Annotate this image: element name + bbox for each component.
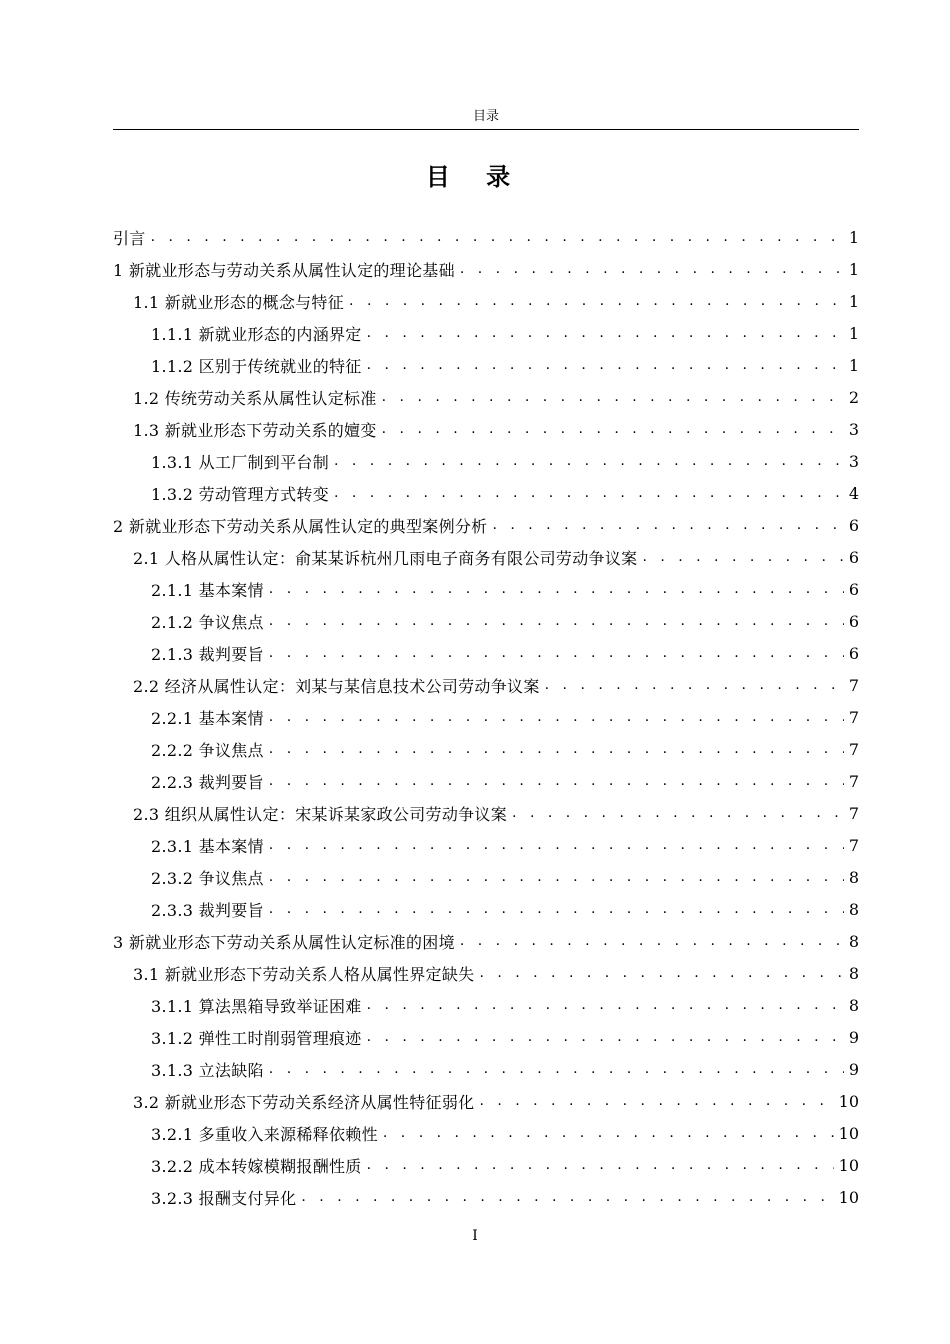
- toc-entry-page: 7: [848, 835, 859, 855]
- toc-entry-page: 9: [848, 1027, 859, 1047]
- toc-entry-page: 4: [848, 483, 859, 503]
- toc-entry[interactable]: [113, 637, 859, 669]
- toc-dot-leader: [301, 1189, 833, 1205]
- toc-entry-page: 1: [848, 323, 859, 343]
- toc-entry[interactable]: [113, 381, 859, 413]
- toc-dot-leader: [334, 453, 844, 469]
- toc-entry-page: 2: [848, 387, 859, 407]
- toc-dot-leader: [479, 1093, 833, 1109]
- toc-entry-label: 1.3 新就业形态下劳动关系的嬗变: [133, 420, 377, 440]
- toc-dot-leader: [367, 1157, 834, 1173]
- toc-dot-leader: [269, 581, 844, 597]
- toc-entry-page: 3: [848, 419, 859, 439]
- toc-entry-label: 3 新就业形态下劳动关系从属性认定标准的困境: [113, 932, 455, 952]
- toc-entry-label: 引言: [113, 228, 146, 248]
- toc-dot-leader: [545, 677, 844, 693]
- toc-entry-page: 6: [848, 547, 859, 567]
- toc-entry[interactable]: [113, 1181, 859, 1213]
- toc-entry[interactable]: [113, 1117, 859, 1149]
- toc-entry[interactable]: [113, 1085, 859, 1117]
- toc-dot-leader: [349, 293, 844, 309]
- toc-entry-page: 8: [848, 995, 859, 1015]
- toc-entry-page: 9: [848, 1059, 859, 1079]
- toc-entry-label: 2 新就业形态下劳动关系从属性认定的典型案例分析: [113, 516, 488, 536]
- toc-entry-label: 2.2 经济从属性认定：刘某与某信息技术公司劳动争议案: [133, 676, 540, 696]
- toc-entry-page: 7: [848, 675, 859, 695]
- toc-entry[interactable]: [113, 317, 859, 349]
- toc-entry[interactable]: [113, 797, 859, 829]
- toc-entry-label: 1.3.2 劳动管理方式转变: [151, 484, 329, 504]
- toc-entry[interactable]: [113, 253, 859, 285]
- toc-entry-label: 2.3.3 裁判要旨: [151, 900, 264, 920]
- toc-dot-leader: [269, 869, 844, 885]
- toc-entry-label: 2.1 人格从属性认定：俞某某诉杭州几雨电子商务有限公司劳动争议案: [133, 548, 638, 568]
- toc-entry[interactable]: [113, 893, 859, 925]
- toc-entry-label: 2.2.2 争议焦点: [151, 740, 264, 760]
- toc-entry-page: 1: [848, 227, 859, 247]
- toc-entry-page: 10: [838, 1155, 859, 1175]
- toc-entry-page: 10: [838, 1123, 859, 1143]
- toc-entry-page: 8: [848, 963, 859, 983]
- toc-entry-page: 8: [848, 899, 859, 919]
- toc-title: 目 录: [425, 163, 525, 191]
- toc-entry[interactable]: [113, 541, 859, 573]
- toc-entry-page: 8: [848, 931, 859, 951]
- toc-entry-page: 7: [848, 771, 859, 791]
- toc-entry[interactable]: [113, 701, 859, 733]
- toc-entry-label: 3.2.3 报酬支付异化: [151, 1188, 297, 1208]
- toc-dot-leader: [269, 709, 844, 725]
- toc-dot-leader: [367, 1029, 844, 1045]
- toc-dot-leader: [492, 517, 843, 533]
- toc-entry-label: 2.1.1 基本案情: [151, 580, 264, 600]
- toc-entry[interactable]: [113, 349, 859, 381]
- toc-entry-page: 1: [848, 291, 859, 311]
- toc-entry-page: 1: [848, 355, 859, 375]
- toc-dot-leader: [382, 389, 844, 405]
- toc-entry-label: 3.1 新就业形态下劳动关系人格从属性界定缺失: [133, 964, 475, 984]
- toc-entry-page: 10: [838, 1091, 859, 1111]
- toc-entry-label: 3.2.1 多重收入来源稀释依赖性: [151, 1124, 378, 1144]
- toc-entry[interactable]: [113, 733, 859, 765]
- toc-dot-leader: [382, 421, 844, 437]
- toc-entry-page: 6: [848, 515, 859, 535]
- toc-entry[interactable]: [113, 1053, 859, 1085]
- toc-entry-page: 6: [848, 611, 859, 631]
- toc-entry-page: 7: [848, 739, 859, 759]
- toc-entry-label: 2.2.3 裁判要旨: [151, 772, 264, 792]
- toc-entry-page: 6: [848, 643, 859, 663]
- toc-entry-page: 3: [848, 451, 859, 471]
- toc-entry-label: 2.1.2 争议焦点: [151, 612, 264, 632]
- toc-entry[interactable]: [113, 925, 859, 957]
- toc-dot-leader: [269, 613, 844, 629]
- toc-entry-label: 2.3.1 基本案情: [151, 836, 264, 856]
- toc-entry[interactable]: [113, 285, 859, 317]
- toc-dot-leader: [269, 837, 844, 853]
- toc-entry[interactable]: [113, 861, 859, 893]
- toc-dot-leader: [269, 1061, 844, 1077]
- toc-entry-label: 3.1.3 立法缺陷: [151, 1060, 264, 1080]
- toc-entry[interactable]: [113, 445, 859, 477]
- toc-entry-label: 1 新就业形态与劳动关系从属性认定的理论基础: [113, 260, 455, 280]
- toc-entry[interactable]: [113, 1149, 859, 1181]
- toc-dot-leader: [151, 229, 844, 245]
- toc-dot-leader: [269, 741, 844, 757]
- toc-entry[interactable]: [113, 1021, 859, 1053]
- toc-dot-leader: [367, 325, 844, 341]
- toc-dot-leader: [460, 261, 844, 277]
- toc-entry-label: 1.2 传统劳动关系从属性认定标准: [133, 388, 377, 408]
- toc-dot-leader: [367, 357, 844, 373]
- toc-entry-label: 1.1 新就业形态的概念与特征: [133, 292, 345, 312]
- running-header: 目录: [472, 109, 499, 124]
- toc-entry[interactable]: [113, 477, 859, 509]
- toc-dot-leader: [334, 485, 844, 501]
- toc-entry[interactable]: [113, 765, 859, 797]
- toc-entry-label: 3.1.2 弹性工时削弱管理痕迹: [151, 1028, 362, 1048]
- toc-dot-leader: [269, 773, 844, 789]
- toc-dot-leader: [642, 549, 843, 565]
- toc-entry[interactable]: [113, 413, 859, 445]
- toc-entry-label: 1.1.2 区别于传统就业的特征: [151, 356, 362, 376]
- toc-entry-page: 10: [838, 1187, 859, 1207]
- toc-entry[interactable]: [113, 605, 859, 637]
- toc-entry-label: 2.3.2 争议焦点: [151, 868, 264, 888]
- toc-entry-label: 3.2.2 成本转嫁模糊报酬性质: [151, 1156, 362, 1176]
- toc-entry-label: 1.1.1 新就业形态的内涵界定: [151, 324, 362, 344]
- toc-entry-page: 8: [848, 867, 859, 887]
- toc-entry-label: 3.1.1 算法黑箱导致举证困难: [151, 996, 362, 1016]
- toc-entry[interactable]: [113, 221, 859, 253]
- toc-dot-leader: [269, 901, 844, 917]
- toc-dot-leader: [367, 997, 844, 1013]
- page-number: I: [472, 1228, 478, 1244]
- toc-dot-leader: [383, 1125, 834, 1141]
- toc-entry[interactable]: [113, 829, 859, 861]
- toc-entry[interactable]: [113, 573, 859, 605]
- toc-entry[interactable]: [113, 669, 859, 701]
- toc-entry[interactable]: [113, 989, 859, 1021]
- toc-entry-page: 1: [848, 259, 859, 279]
- toc-entry-label: 3.2 新就业形态下劳动关系经济从属性特征弱化: [133, 1092, 475, 1112]
- table-of-contents: [113, 221, 859, 1213]
- toc-entry-label: 1.3.1 从工厂制到平台制: [151, 452, 329, 472]
- toc-entry-label: 2.2.1 基本案情: [151, 708, 264, 728]
- toc-entry[interactable]: [113, 957, 859, 989]
- toc-dot-leader: [460, 933, 844, 949]
- toc-entry-page: 7: [848, 803, 859, 823]
- header-rule: [113, 129, 859, 130]
- toc-dot-leader: [269, 645, 844, 661]
- toc-entry-page: 7: [848, 707, 859, 727]
- toc-dot-leader: [479, 965, 843, 981]
- toc-entry-label: 2.1.3 裁判要旨: [151, 644, 264, 664]
- toc-entry-label: 2.3 组织从属性认定：宋某诉某家政公司劳动争议案: [133, 804, 508, 824]
- toc-dot-leader: [512, 805, 844, 821]
- toc-entry[interactable]: [113, 509, 859, 541]
- toc-entry-page: 6: [848, 579, 859, 599]
